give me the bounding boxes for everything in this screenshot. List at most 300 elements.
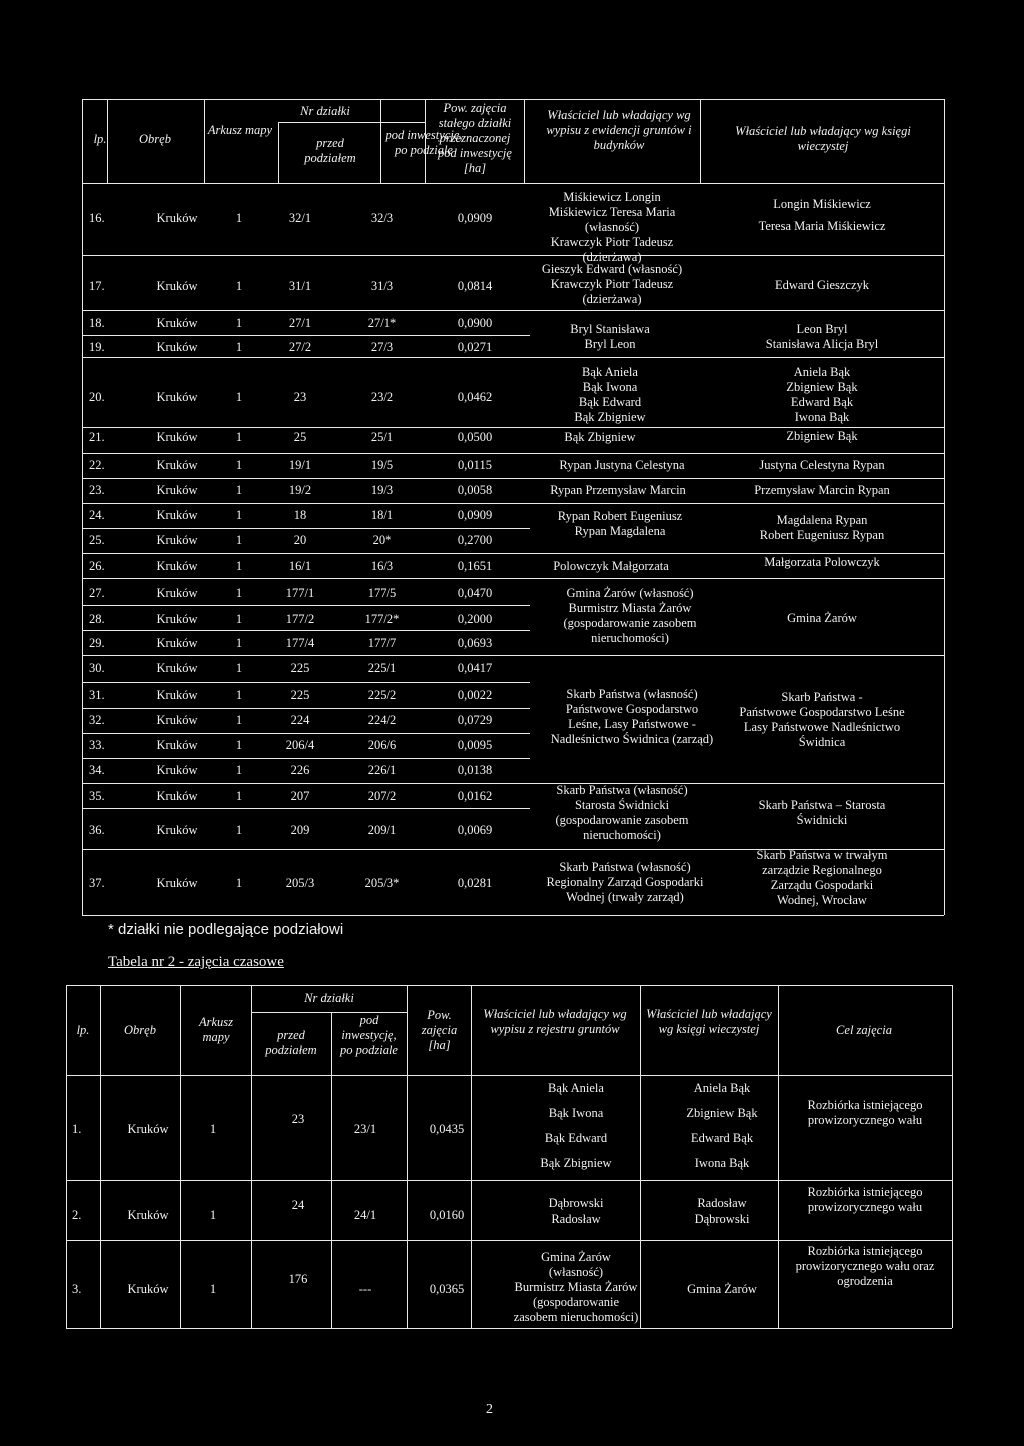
row-obreb: Kruków — [156, 533, 198, 547]
table2-column-rule — [778, 985, 779, 1328]
row-po-podziale: 27/1* — [367, 316, 397, 330]
row-rule — [82, 478, 944, 479]
row-lp: 17. — [89, 279, 105, 293]
row-przed: 19/2 — [288, 483, 312, 497]
owner-ksiegi-line: Iwona Bąk — [794, 410, 850, 424]
row2-owner-ewid: Bąk Aniela — [548, 1081, 604, 1095]
owner-ksiegi-line: Aniela Bąk — [793, 365, 851, 379]
owner-ewid-line: Skarb Państwa (własność) — [559, 860, 691, 874]
row-obreb: Kruków — [156, 508, 198, 522]
row-przed: 224 — [290, 713, 310, 727]
row-obreb: Kruków — [156, 636, 198, 650]
row-arkusz: 1 — [235, 508, 243, 522]
row2-owner-ksiegi: Radosław — [697, 1196, 747, 1210]
owner-ewid-line: Bąk Zbigniew — [564, 430, 636, 444]
table2-column-rule — [251, 985, 252, 1328]
table1-left-border — [82, 99, 83, 915]
owner-ewid-line: Burmistrz Miasta Żarów — [568, 601, 692, 615]
row-rule — [82, 682, 530, 683]
owner-ewid-line: Państwowe Gospodarstwo — [565, 702, 699, 716]
row2-owner-ksiegi: Edward Bąk — [690, 1131, 754, 1145]
row-powierzchnia: 0,0095 — [457, 738, 493, 752]
row-po-podziale: 205/3* — [364, 876, 400, 890]
row-rule — [82, 708, 530, 709]
row-po-podziale: 177/5 — [367, 586, 397, 600]
row-przed: 207 — [290, 789, 310, 803]
table2-bottom-border — [66, 1328, 952, 1329]
row-arkusz: 1 — [235, 279, 243, 293]
table2-row-rule — [66, 1240, 952, 1241]
owner-ewid-line: Wodnej (trwały zarząd) — [566, 890, 684, 904]
header-arkusz: Arkusz mapy — [207, 123, 273, 137]
row-arkusz: 1 — [235, 612, 243, 626]
header-column-rule — [278, 122, 279, 183]
row-arkusz: 1 — [235, 763, 243, 777]
owner-ksiegi-line: Leon Bryl — [796, 322, 848, 336]
row-po-podziale: 206/6 — [367, 738, 397, 752]
header2-przed: przed podziałem — [265, 1028, 317, 1057]
row-obreb: Kruków — [156, 789, 198, 803]
owner-ewid-line: Polowczyk Małgorzata — [553, 559, 669, 573]
header-column-rule — [204, 99, 205, 183]
row-arkusz: 1 — [235, 713, 243, 727]
row-rule — [82, 357, 944, 358]
row2-owner-ksiegi: Iwona Bąk — [694, 1156, 750, 1170]
table2-column-rule — [471, 985, 472, 1328]
row-po-podziale: 177/7 — [367, 636, 397, 650]
owner-ksiegi-line: Justyna Celestyna Rypan — [759, 458, 885, 472]
owner-ewid-line: (dzierżawa) — [582, 250, 642, 264]
row-arkusz: 1 — [235, 316, 243, 330]
row-lp: 36. — [89, 823, 105, 837]
owner-ksiegi-line: Małgorzata Polowczyk — [764, 555, 880, 569]
row-lp: 33. — [89, 738, 105, 752]
owner-ksiegi-line: Edward Gieszczyk — [774, 278, 870, 292]
row-powierzchnia: 0,0500 — [457, 430, 493, 444]
row-lp: 30. — [89, 661, 105, 675]
row-arkusz: 1 — [235, 559, 243, 573]
row-po-podziale: 226/1 — [367, 763, 397, 777]
owner-ewid-line: Nadleśnictwo Świdnica (zarząd) — [550, 732, 714, 746]
row2-arkusz: 1 — [209, 1282, 217, 1296]
row-rule — [82, 808, 530, 809]
row-przed: 225 — [290, 661, 310, 675]
row-przed: 177/4 — [285, 636, 315, 650]
row-po-podziale: 32/3 — [370, 211, 394, 225]
owner-ksiegi-line: Lasy Państwowe Nadleśnictwo — [743, 720, 901, 734]
row2-obreb: Kruków — [127, 1208, 169, 1222]
owner-ksiegi-line: Przemysław Marcin Rypan — [754, 483, 890, 497]
row-lp: 18. — [89, 316, 105, 330]
row-obreb: Kruków — [156, 279, 198, 293]
owner-ewid-line: Gieszyk Edward (własność) — [541, 262, 683, 276]
owner-ewid-line: (dzierżawa) — [582, 292, 642, 306]
row-obreb: Kruków — [156, 713, 198, 727]
row-rule — [82, 630, 530, 631]
row-lp: 26. — [89, 559, 105, 573]
row-powierzchnia: 0,0162 — [457, 789, 493, 803]
row-arkusz: 1 — [235, 661, 243, 675]
header-wlasciciel-ewid: Właściciel lub władający wg wypisu z ewidencji gruntów i budynków — [546, 108, 692, 152]
table2-column-rule — [640, 985, 641, 1328]
row-powierzchnia: 0,0462 — [457, 390, 493, 404]
row-obreb: Kruków — [156, 612, 198, 626]
row-arkusz: 1 — [235, 738, 243, 752]
table2-row-rule — [66, 1180, 952, 1181]
row-powierzchnia: 0,0909 — [457, 211, 493, 225]
owner-ksiegi-line: Magdalena Rypan — [776, 513, 868, 527]
row-po-podziale: 18/1 — [370, 508, 394, 522]
row-lp: 22. — [89, 458, 105, 472]
owner-ksiegi-line: Longin Miśkiewicz — [773, 197, 871, 211]
row-powierzchnia: 0,0271 — [457, 340, 493, 354]
row-rule — [82, 758, 530, 759]
row-lp: 35. — [89, 789, 105, 803]
row-arkusz: 1 — [235, 340, 243, 354]
row-arkusz: 1 — [235, 483, 243, 497]
row-rule — [82, 553, 944, 554]
row-rule — [82, 427, 944, 428]
row2-cel: Rozbiórka istniejącego prowizorycznego wału — [807, 1185, 923, 1214]
row-powierzchnia: 0,0022 — [457, 688, 493, 702]
row-arkusz: 1 — [235, 211, 243, 225]
row-po-podziale: 31/3 — [370, 279, 394, 293]
row-przed: 27/2 — [288, 340, 312, 354]
owner-ewid-line: Skarb Państwa (własność) — [556, 783, 688, 797]
row-lp: 29. — [89, 636, 105, 650]
row-przed: 177/2 — [285, 612, 315, 626]
row-powierzchnia: 0,0069 — [457, 823, 493, 837]
owner-ewid-line: nieruchomości) — [583, 828, 661, 842]
row-arkusz: 1 — [235, 586, 243, 600]
owner-ksiegi-line: Skarb Państwa - — [781, 690, 863, 704]
header-nr-dzialki: Nr działki — [300, 104, 350, 118]
footnote: * działki nie podlegające podziałowi — [108, 921, 344, 938]
row-powierzchnia: 0,1651 — [457, 559, 493, 573]
row2-przed: 176 — [288, 1272, 308, 1286]
row-przed: 20 — [293, 533, 307, 547]
header2-lp: lp. — [76, 1023, 90, 1037]
row2-powierzchnia: 0,0160 — [429, 1208, 465, 1222]
row-obreb: Kruków — [156, 661, 198, 675]
row-lp: 34. — [89, 763, 105, 777]
header2-obreb: Obręb — [124, 1023, 156, 1037]
owner-ksiegi-line: Stanisława Alicja Bryl — [765, 337, 879, 351]
header-wlasciciel-ksiegi: Właściciel lub władający wg księgi wieczystej — [735, 124, 911, 153]
owner-ewid-line: (gospodarowanie zasobem — [563, 616, 697, 630]
row-po-podziale: 23/2 — [370, 390, 394, 404]
row2-owner-ksiegi: Aniela Bąk — [693, 1081, 751, 1095]
row-obreb: Kruków — [156, 483, 198, 497]
row-przed: 23 — [293, 390, 307, 404]
owner-ksiegi-line: Zbigniew Bąk — [786, 429, 858, 443]
row2-po-podziale: 23/1 — [353, 1122, 377, 1136]
owner-ksiegi-line: Świdnica — [798, 735, 846, 749]
row-powierzchnia: 0,0814 — [457, 279, 493, 293]
row2-przed: 23 — [291, 1112, 305, 1126]
row-obreb: Kruków — [156, 458, 198, 472]
row-rule — [82, 578, 944, 579]
row2-powierzchnia: 0,0365 — [429, 1282, 465, 1296]
row-lp: 16. — [89, 211, 105, 225]
row2-lp: 2. — [72, 1208, 82, 1222]
owner-ewid-line: Rypan Magdalena — [574, 524, 666, 538]
row-powierzchnia: 0,0281 — [457, 876, 493, 890]
owner-ewid-line: nieruchomości) — [591, 631, 669, 645]
row-rule — [82, 528, 530, 529]
row-arkusz: 1 — [235, 823, 243, 837]
row-rule — [82, 453, 944, 454]
row-obreb: Kruków — [156, 823, 198, 837]
table2-top-border — [66, 985, 952, 986]
owner-ksiegi-line: Skarb Państwa – Starosta — [758, 798, 886, 812]
row-przed: 205/3 — [285, 876, 315, 890]
row-rule — [82, 310, 944, 311]
row-przed: 19/1 — [288, 458, 312, 472]
row-powierzchnia: 0,0138 — [457, 763, 493, 777]
row-rule — [82, 733, 530, 734]
owner-ksiegi-line: Robert Eugeniusz Rypan — [759, 528, 885, 542]
row2-obreb: Kruków — [127, 1282, 169, 1296]
row-powierzchnia: 0,0900 — [457, 316, 493, 330]
row-lp: 24. — [89, 508, 105, 522]
row-arkusz: 1 — [235, 430, 243, 444]
row-powierzchnia: 0,0693 — [457, 636, 493, 650]
row-obreb: Kruków — [156, 763, 198, 777]
owner-ksiegi-line: Skarb Państwa w trwałym — [756, 848, 888, 862]
row-przed: 206/4 — [285, 738, 315, 752]
row-lp: 21. — [89, 430, 105, 444]
row-po-podziale: 27/3 — [370, 340, 394, 354]
owner-ksiegi-line: Świdnicki — [796, 813, 848, 827]
row2-powierzchnia: 0,0435 — [429, 1122, 465, 1136]
owner-ewid-line: Skarb Państwa (własność) — [566, 687, 698, 701]
row2-lp: 3. — [72, 1282, 82, 1296]
owner-ksiegi-line: zarządzie Regionalnego — [762, 863, 882, 877]
row-przed: 27/1 — [288, 316, 312, 330]
row-po-podziale: 225/2 — [367, 688, 397, 702]
header2-wlasciciel-ewid: Właściciel lub władający wg wypisu z rejestru gruntów — [483, 1007, 627, 1036]
row-obreb: Kruków — [156, 340, 198, 354]
row-rule — [82, 503, 944, 504]
owner-ksiegi-line: Teresa Maria Miśkiewicz — [758, 219, 886, 233]
row-rule — [82, 605, 530, 606]
row-obreb: Kruków — [156, 390, 198, 404]
row-po-podziale: 207/2 — [367, 789, 397, 803]
row-po-podziale: 20* — [372, 533, 392, 547]
owner-ewid-line: Leśne, Lasy Państwowe - — [568, 717, 696, 731]
header-obreb: Obręb — [139, 132, 171, 146]
row-przed: 209 — [290, 823, 310, 837]
row2-przed: 24 — [291, 1198, 305, 1212]
row2-owner-ewid: Dąbrowski — [548, 1196, 604, 1210]
owner-ewid-line: Krawczyk Piotr Tadeusz — [550, 277, 674, 291]
row2-cel: Rozbiórka istniejącego prowizorycznego wału — [807, 1098, 923, 1127]
header2-arkusz: Arkusz mapy — [198, 1015, 234, 1044]
owner-ksiegi-line: Edward Bąk — [790, 395, 854, 409]
owner-ewid-line: Miśkiewicz Teresa Maria — [548, 205, 676, 219]
row-powierzchnia: 0,0909 — [457, 508, 493, 522]
owner-ewid-line: (własność) — [584, 220, 640, 234]
row-rule — [82, 783, 944, 784]
owner-ewid-line: Bąk Iwona — [582, 380, 638, 394]
row-po-podziale: 25/1 — [370, 430, 394, 444]
owner-ksiegi-line: Zbigniew Bąk — [786, 380, 858, 394]
row-powierzchnia: 0,0417 — [457, 661, 493, 675]
table1-header-bottom — [82, 183, 944, 184]
row-lp: 23. — [89, 483, 105, 497]
row2-obreb: Kruków — [127, 1122, 169, 1136]
row-arkusz: 1 — [235, 390, 243, 404]
row-powierzchnia: 0,2700 — [457, 533, 493, 547]
row-lp: 27. — [89, 586, 105, 600]
row2-po-podziale: 24/1 — [353, 1208, 377, 1222]
row-arkusz: 1 — [235, 789, 243, 803]
row2-cel: Rozbiórka istniejącego prowizorycznego wału oraz ogrodzenia — [795, 1244, 935, 1288]
owner-ewid-line: Krawczyk Piotr Tadeusz — [550, 235, 674, 249]
table1-bottom-border — [82, 915, 944, 916]
row-rule — [82, 335, 530, 336]
row2-owner-ewid: Bąk Iwona — [548, 1106, 604, 1120]
row-obreb: Kruków — [156, 316, 198, 330]
owner-ewid-line: Miśkiewicz Longin — [563, 190, 661, 204]
row-po-podziale: 177/2* — [364, 612, 400, 626]
header-lp: lp. — [93, 132, 107, 146]
table2-column-rule — [331, 1012, 332, 1328]
table1-right-border — [944, 99, 945, 915]
row-rule — [82, 255, 944, 256]
table2-header-bottom — [66, 1075, 952, 1076]
table1-top-border — [82, 99, 944, 100]
owner-ewid-line: Bąk Zbigniew — [574, 410, 646, 424]
row2-owner-ewid: Burmistrz Miasta Żarów — [514, 1280, 638, 1294]
row2-lp: 1. — [72, 1122, 82, 1136]
row2-owner-ewid: zasobem nieruchomości) — [513, 1310, 639, 1324]
owner-ksiegi-line: Państwowe Gospodarstwo Leśne — [739, 705, 905, 719]
row-przed: 18 — [293, 508, 307, 522]
row2-owner-ksiegi: Zbigniew Bąk — [686, 1106, 758, 1120]
header-column-rule — [107, 99, 108, 183]
table2-right-border — [952, 985, 953, 1328]
row-arkusz: 1 — [235, 636, 243, 650]
owner-ewid-line: Bąk Edward — [578, 395, 642, 409]
row-powierzchnia: 0,0115 — [458, 458, 492, 472]
row-powierzchnia: 0,2000 — [457, 612, 493, 626]
owner-ewid-line: Regionalny Zarząd Gospodarki — [546, 875, 704, 889]
row2-owner-ewid: Radosław — [551, 1212, 601, 1226]
row2-arkusz: 1 — [209, 1122, 217, 1136]
table2-left-border — [66, 985, 67, 1328]
owner-ewid-line: Rypan Robert Eugeniusz — [557, 509, 683, 523]
row-przed: 32/1 — [288, 211, 312, 225]
header-column-rule — [700, 99, 701, 183]
row-po-podziale: 209/1 — [367, 823, 397, 837]
row-powierzchnia: 0,0058 — [457, 483, 493, 497]
row-po-podziale: 224/2 — [367, 713, 397, 727]
row2-arkusz: 1 — [209, 1208, 217, 1222]
row-obreb: Kruków — [156, 211, 198, 225]
header-pod: pod inwestycję, po podziale — [385, 128, 463, 157]
row2-po-podziale: --- — [358, 1282, 372, 1296]
row-przed: 225 — [290, 688, 310, 702]
row-lp: 19. — [89, 340, 105, 354]
table2-title: Tabela nr 2 - zajęcia czasowe — [108, 954, 284, 970]
nr-dzialki-subrule — [278, 122, 425, 123]
owner-ewid-line: (gospodarowanie zasobem — [555, 813, 689, 827]
row-lp: 28. — [89, 612, 105, 626]
row-lp: 32. — [89, 713, 105, 727]
row-arkusz: 1 — [235, 458, 243, 472]
row2-owner-ksiegi: Dąbrowski — [694, 1212, 750, 1226]
owner-ewid-line: Bryl Leon — [584, 337, 636, 351]
row2-owner-ewid: (gospodarowanie — [532, 1295, 620, 1309]
owner-ewid-line: Bryl Stanisława — [570, 322, 650, 336]
row-przed: 177/1 — [285, 586, 315, 600]
owner-ewid-line: Gmina Żarów (własność) — [566, 586, 694, 600]
header2-pod: pod inwestycję, po podziale — [340, 1013, 398, 1057]
header2-pow: Pow. zajęcia [ha] — [421, 1008, 458, 1052]
header-przed: przed podziałem — [304, 136, 356, 165]
owner-ewid-line: Rypan Justyna Celestyna — [559, 458, 685, 472]
page-number: 2 — [486, 1402, 493, 1417]
owner-ewid-line: Bąk Aniela — [582, 365, 638, 379]
row-obreb: Kruków — [156, 559, 198, 573]
owner-ksiegi-line: Wodnej, Wrocław — [777, 893, 867, 907]
row-lp: 37. — [89, 876, 105, 890]
row-powierzchnia: 0,0729 — [457, 713, 493, 727]
row-obreb: Kruków — [156, 688, 198, 702]
row-arkusz: 1 — [235, 533, 243, 547]
row-po-podziale: 225/1 — [367, 661, 397, 675]
header-column-rule — [380, 99, 381, 183]
owner-ewid-line: Starosta Świdnicki — [574, 798, 670, 812]
header2-nr-dzialki: Nr działki — [304, 991, 354, 1005]
row-arkusz: 1 — [235, 876, 243, 890]
row2-owner-ksiegi: Gmina Żarów — [687, 1282, 757, 1296]
row-obreb: Kruków — [156, 738, 198, 752]
row-przed: 16/1 — [288, 559, 312, 573]
row-lp: 31. — [89, 688, 105, 702]
owner-ksiegi-line: Zarządu Gospodarki — [770, 878, 874, 892]
owner-ewid-line: Rypan Przemysław Marcin — [550, 483, 686, 497]
row-po-podziale: 16/3 — [370, 559, 394, 573]
row-lp: 25. — [89, 533, 105, 547]
row-rule — [82, 655, 944, 656]
header-pow: Pow. zajęcia stałego działki przeznaczonej pod inwestycję [ha] — [438, 101, 512, 175]
row-lp: 20. — [89, 390, 105, 404]
row-powierzchnia: 0,0470 — [457, 586, 493, 600]
header2-wlasciciel-ksiegi: Właściciel lub władający wg księgi wieczystej — [646, 1007, 772, 1036]
row-przed: 25 — [293, 430, 307, 444]
row-obreb: Kruków — [156, 586, 198, 600]
row-arkusz: 1 — [235, 688, 243, 702]
row-obreb: Kruków — [156, 876, 198, 890]
owner-ksiegi-line: Gmina Żarów — [787, 611, 857, 625]
table2-column-rule — [407, 985, 408, 1328]
row2-owner-ewid: (własność) — [548, 1265, 604, 1279]
row-po-podziale: 19/5 — [370, 458, 394, 472]
header-column-rule — [524, 99, 525, 183]
row2-owner-ewid: Bąk Edward — [544, 1131, 608, 1145]
row-przed: 31/1 — [288, 279, 312, 293]
row2-owner-ewid: Gmina Żarów — [541, 1250, 611, 1264]
row-po-podziale: 19/3 — [370, 483, 394, 497]
header2-cel: Cel zajęcia — [836, 1023, 892, 1037]
table2-column-rule — [180, 985, 181, 1328]
row2-owner-ewid: Bąk Zbigniew — [540, 1156, 612, 1170]
row-obreb: Kruków — [156, 430, 198, 444]
row-przed: 226 — [290, 763, 310, 777]
